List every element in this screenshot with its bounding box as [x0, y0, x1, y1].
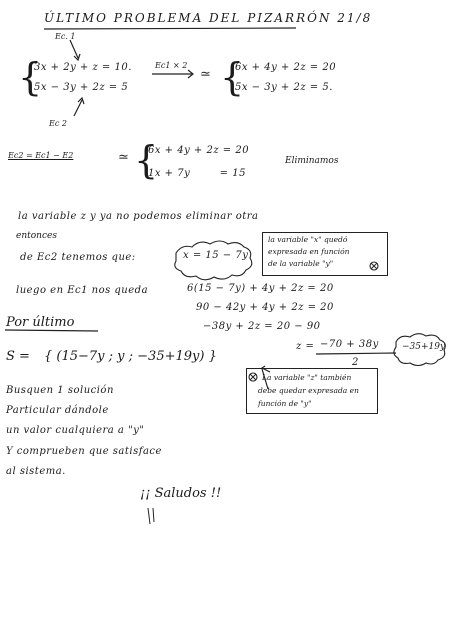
label-ec1: Ec. 1: [55, 32, 76, 41]
system1-row2: 5x − 3y + 2z = 5: [34, 82, 129, 93]
solution-set: { (15−7y ; y ; −35+19y) }: [44, 349, 217, 364]
step2-approx: ≃: [118, 150, 129, 165]
step2-row1: 6x + 4y + 2z = 20: [148, 145, 250, 156]
cloud-x-expression: x = 15 − 7y: [183, 250, 249, 261]
cloud-z-expression: −35+19y: [402, 342, 446, 352]
closing-line5: al sistema.: [6, 466, 66, 477]
brace-system-3: {: [134, 138, 159, 182]
closing-line3: un valor cualquiera a "y": [6, 425, 145, 436]
note-box-x-line1: la variable "x" quedó: [268, 235, 348, 244]
step2-operation: Ec2 = Ec1 − E2: [8, 151, 74, 160]
closing-line1: Busquen 1 solución: [6, 385, 114, 396]
sub-line4-left: z =: [296, 341, 315, 352]
closing-sign: ¡¡ Saludos !!: [140, 486, 222, 501]
note-box-z-line3: función de "y": [258, 399, 312, 408]
solution-prefix: S =: [6, 349, 30, 364]
sub-line2: 90 − 42y + 4y + 2z = 20: [196, 302, 334, 313]
para1-line1: la variable z y ya no podemos eliminar otra: [18, 211, 259, 222]
page-title: ÚLTIMO PROBLEMA DEL PIZARRÓN 21/8: [44, 11, 373, 25]
final-heading: Por último: [6, 315, 75, 330]
sub-line1: 6(15 − 7y) + 4y + 2z = 20: [187, 283, 334, 294]
para1-line2: entonces: [16, 231, 57, 241]
para1-line3: de Ec2 tenemos que:: [20, 252, 136, 263]
system2-row2: 5x − 3y + 2z = 5.: [235, 82, 333, 93]
system2-row1: 6x + 4y + 2z = 20: [235, 62, 337, 73]
sub-line4-numerator: −70 + 38y: [320, 339, 379, 350]
sub-prefix: luego en Ec1 nos queda: [16, 285, 149, 296]
sub-line4-denominator: 2: [352, 357, 359, 368]
note-box-z-line1: La variable "z" también: [262, 373, 352, 382]
system1-row1: 3x + 2y + z = 10.: [34, 62, 132, 73]
closing-line4: Y comprueben que satisface: [6, 446, 162, 457]
label-operation: Ec1 × 2: [155, 61, 188, 70]
note-box-z-line2: debe quedar expresada en: [258, 386, 359, 395]
brace-system-1: {: [18, 55, 43, 99]
sub-line3: −38y + 2z = 20 − 90: [203, 321, 321, 332]
brace-system-2: {: [220, 55, 245, 99]
approx-symbol: ≃: [200, 67, 211, 82]
label-ec2: Ec 2: [49, 119, 67, 128]
note-box-x-line3: de la variable "y": [268, 259, 334, 268]
closing-line2: Particular dándole: [6, 405, 109, 416]
note-box-x-line2: expresada en función: [268, 247, 350, 256]
step2-row2: 1x + 7y = 15: [148, 168, 246, 179]
step2-note: Eliminamos: [285, 156, 339, 166]
